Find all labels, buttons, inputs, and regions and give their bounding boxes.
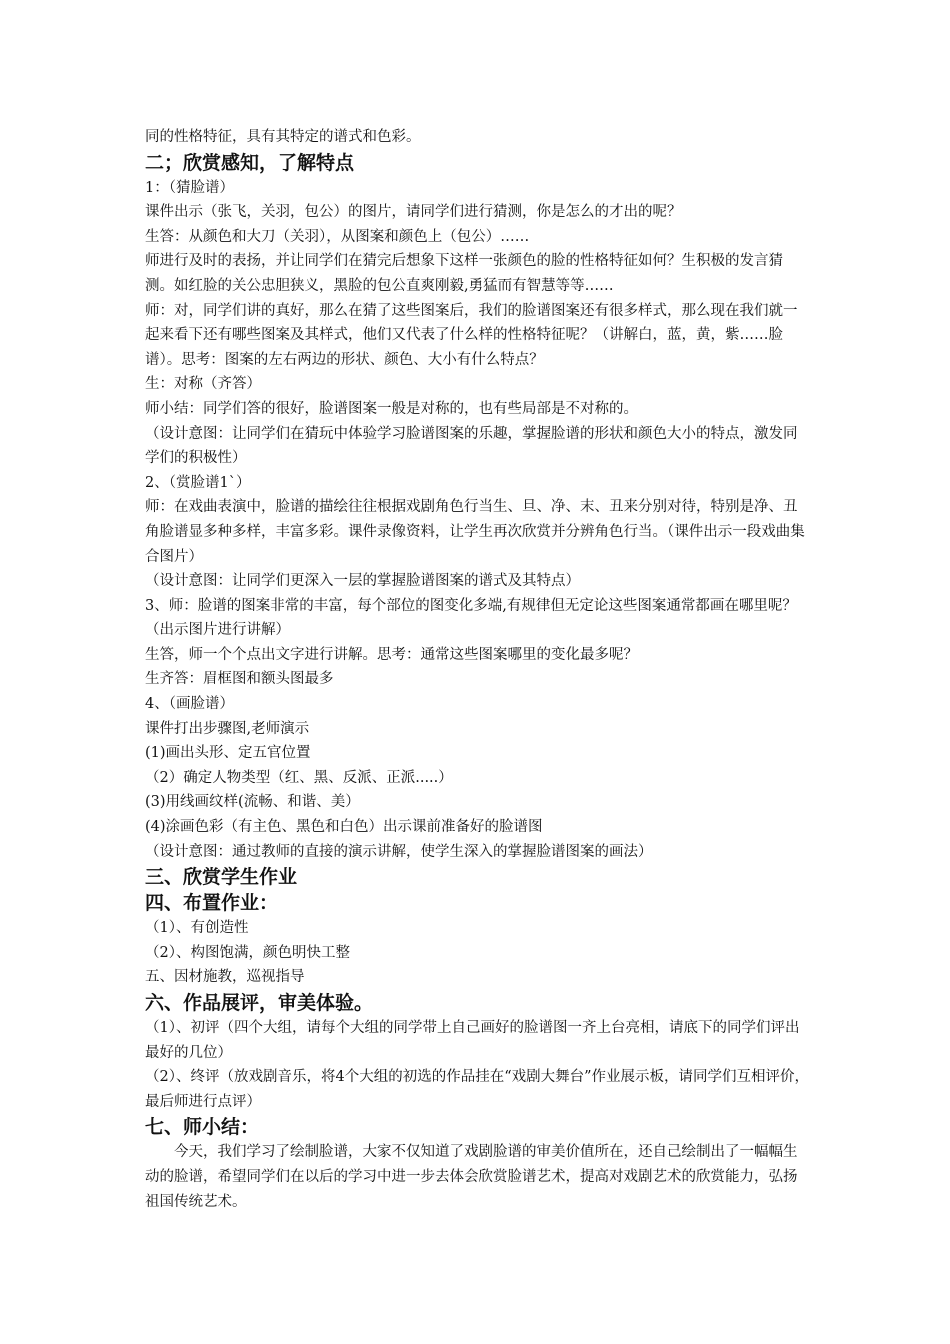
paragraph: 课件打出步骤图,老师演示 [145, 720, 310, 737]
design-intent-note: （设计意图：让同学们更深入一层的掌握脸谱图案的谱式及其特点） [145, 573, 580, 590]
section-heading-6: 六、作品展评，审美体验。 [145, 992, 374, 1014]
summary-paragraph: 今天，我们学习了绘制脸谱，大家不仅知道了戏剧脸谱的审美价值所在，还自己绘制出了一幅幅生动的脸谱，希望同学们在以后的学习中进一步去体会欣赏脸谱艺术，提高对戏剧艺术的欣赏能力，弘扬祖国传统艺术。 [145, 1144, 798, 1210]
step-item: (1)画出头形、定五官位置 [145, 745, 311, 762]
paragraph: 课件出示（张飞，关羽，包公）的图片，请同学们进行猜测，你是怎么的才出的呢？ [145, 204, 682, 221]
homework-item: （1）、有创造性 [145, 920, 249, 937]
evaluation-item: （1）、初评（四个大组，请每个大组的同学带上自己画好的脸谱图一齐上台亮相，请底下的同学们评出最好的几位） [145, 1020, 800, 1061]
paragraph: 师小结：同学们答的很好，脸谱图案一般是对称的，也有些局部是不对称的。 [145, 400, 638, 417]
paragraph: 生答：从颜色和大刀（关羽），从图案和颜色上（包公）…… [145, 228, 530, 245]
section-heading-2: 二；欣赏感知，了解特点 [145, 151, 355, 174]
design-intent-note: （设计意图：通过教师的直接的演示讲解，使学生深入的掌握脸谱图案的画法） [145, 843, 653, 860]
paragraph: 师：在戏曲表演中，脸谱的描绘往往根据戏剧角色行当生、旦、净、末、丑来分别对待，特别是净、丑角脸谱显多种多样，丰富多彩。课件录像资料，让学生再次欣赏并分辨角色行当。（课件出示一段戏曲集合图片） [145, 499, 805, 565]
paragraph: 师进行及时的表扬，并让同学们在猜完后想象下这样一张颜色的脸的性格特征如何？生积极的发言猜测。如红脸的关公忠胆狭义，黑脸的包公直爽刚毅,勇猛而有智慧等等…… [145, 253, 783, 294]
design-intent-note: （设计意图：让同学们在猜玩中体验学习脸谱图案的乐趣，掌握脸谱的形状和颜色大小的特点，激发同学们的积极性） [145, 425, 798, 467]
paragraph: 生齐答：眉框图和额头图最多 [145, 671, 334, 688]
section-heading-5: 五、因材施教，巡视指导 [145, 969, 305, 986]
paragraph: 3、师：脸谱的图案非常的丰富，每个部位的图变化多端,有规律但无定论这些图案通常都画在哪里呢？（出示图片进行讲解） [145, 597, 797, 639]
step-item: （2）确定人物类型（红、黑、反派、正派.....） [145, 769, 453, 786]
paragraph: 生：对称（齐答） [145, 376, 261, 393]
evaluation-item: （2）、终评（放戏剧音乐，将4个大组的初选的作品挂在“戏剧大舞台”作业展示板，请同学们互相评价，最后师进行点评） [145, 1069, 810, 1110]
section-heading-7: 七、师小结： [145, 1116, 260, 1139]
paragraph: 同的性格特征，具有其特定的谱式和色彩。 [145, 129, 421, 145]
section-heading-4: 四、布置作业： [145, 892, 279, 915]
paragraph: 1：（猜脸谱） [145, 179, 234, 196]
paragraph: 4、（画脸谱） [145, 696, 234, 713]
document-body [145, 125, 810, 1214]
paragraph: 生答，师一个个点出文字进行讲解。思考：通常这些图案哪里的变化最多呢？ [145, 646, 638, 663]
paragraph: 师：对，同学们讲的真好，那么在猜了这些图案后，我们的脸谱图案还有很多样式，那么现在我们就一起来看下还有哪些图案及其样式，他们又代表了什么样的性格特征呢？（讲解白，蓝，黄，紫……脸谱）。思考：图案的左右两边的形状、颜色、大小有什么特点？ [145, 302, 798, 368]
step-item: (4)涂画色彩（有主色、黑色和白色）出示课前准备好的脸谱图 [145, 819, 543, 836]
paragraph: 2、（赏脸谱1`） [145, 474, 251, 491]
section-heading-3: 三、欣赏学生作业 [145, 866, 298, 889]
homework-item: （2）、构图饱满，颜色明快工整 [145, 944, 350, 961]
step-item: (3)用线画纹样(流畅、和谐、美） [145, 794, 360, 811]
